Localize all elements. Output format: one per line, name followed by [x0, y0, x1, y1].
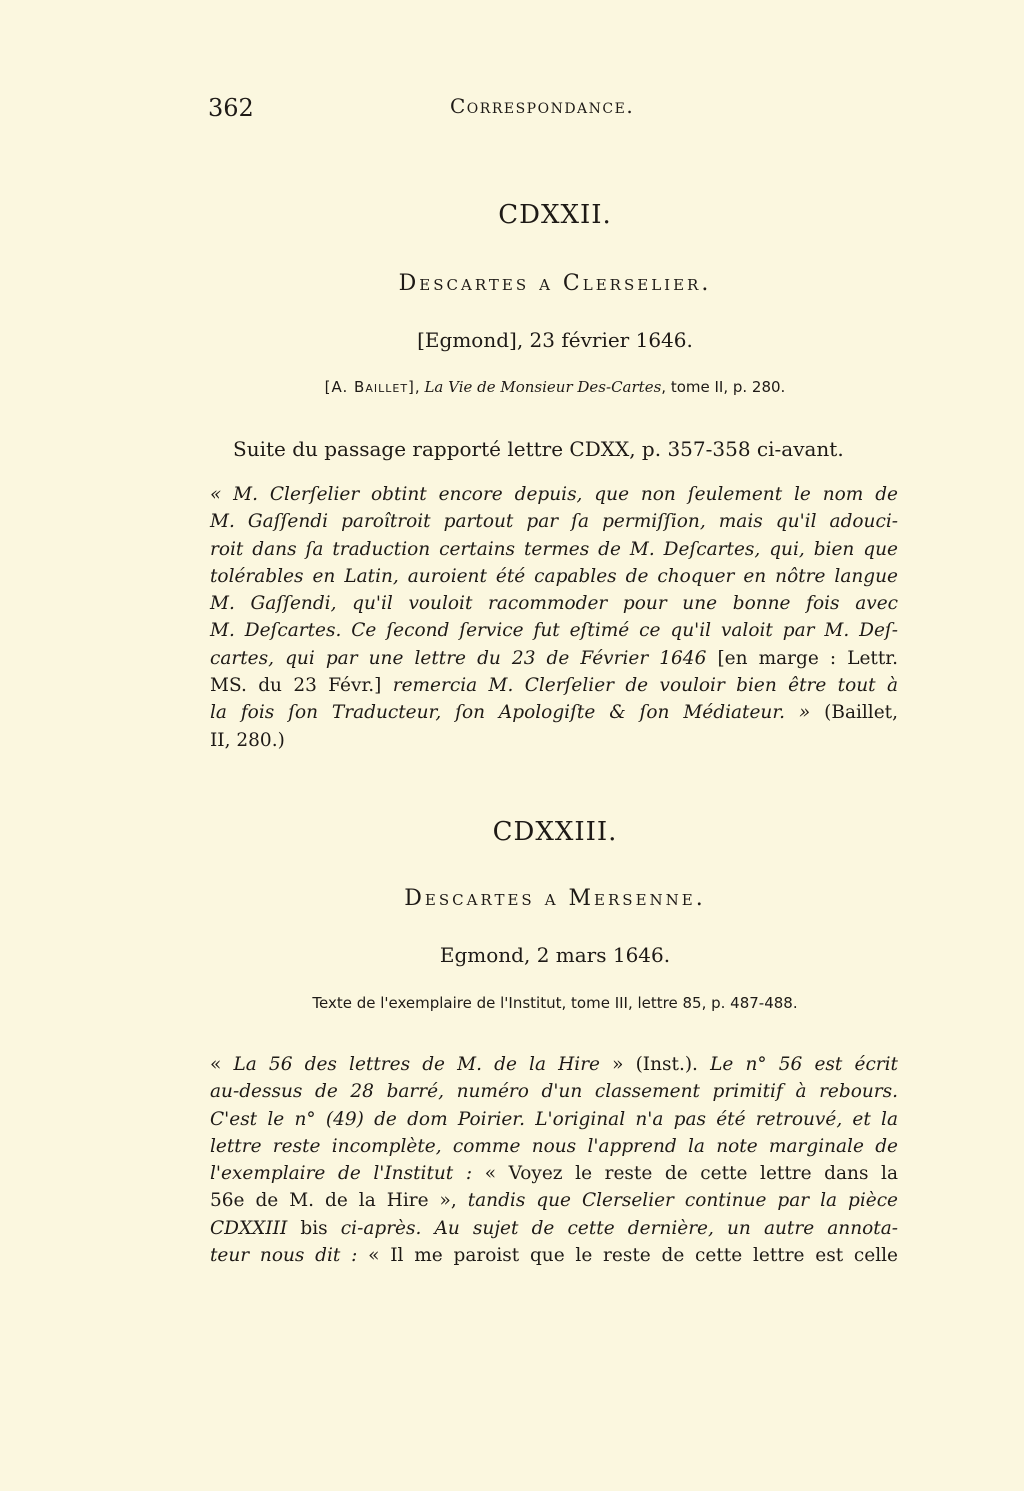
quoted-passage	[210, 481, 898, 754]
text-line: « La 56 des lettres de M. de la Hire » (Inst.). Le n° 56 est écrit	[210, 1054, 898, 1075]
text-line: M. Gaſſendi, qu'il vouloit racommoder pour une bonne fois avec	[210, 593, 898, 615]
text-line: MS. du 23 Févr.] remercia M. Clerſelier de vouloir bien être tout à	[210, 675, 898, 697]
letter-source	[0, 378, 1024, 396]
text-line: II, 280.)	[210, 729, 285, 751]
text-line: M. Gaſſendi paroîtroit partout par ſa permiſſion, mais qu'il adouci-	[210, 511, 898, 533]
text-line: lettre reste incomplète, comme nous l'apprend la note marginale de	[210, 1135, 898, 1157]
letter-title: Descartes a Mersenne.	[404, 886, 706, 911]
source-separator: ,	[414, 378, 425, 396]
text-line: la fois ſon Traducteur, ſon Apologiſte & ſon Médiateur. » (Baillet,	[210, 702, 898, 724]
letter-number: CDXXIII.	[492, 817, 618, 847]
text-line: « M. Clerſelier obtint encore depuis, que non ſeulement le nom de	[210, 484, 898, 505]
letter-date: [Egmond], 23 février 1646.	[417, 328, 693, 352]
text-line: 56e de M. de la Hire », tandis que Clerselier continue par la pièce	[210, 1190, 899, 1212]
text-line: tolérables en Latin, auroient été capables de choquer en nôtre langue	[210, 565, 898, 587]
letter-source: Texte de l'exemplaire de l'Institut, tome III, lettre 85, p. 487-488.	[312, 994, 798, 1012]
editorial-note	[210, 1051, 898, 1269]
letter-intro: Suite du passage rapporté lettre CDXX, p. 357-358 ci-avant.	[233, 437, 844, 461]
text-line: au-dessus de 28 barré, numéro d'un classement primitif à rebours.	[210, 1081, 898, 1103]
source-reference: , tome II, p. 280.	[661, 378, 786, 396]
text-line: roit dans ſa traduction certains termes de M. Deſcartes, qui, bien que	[210, 538, 898, 560]
text-line: C'est le n° (49) de dom Poirier. L'original n'a pas été retrouvé, et la	[210, 1108, 898, 1130]
running-head: Correspondance.	[450, 94, 635, 118]
source-work: La Vie de Monsieur Des-Cartes	[424, 378, 662, 396]
letter-title: Descartes a Clerselier.	[398, 271, 712, 296]
letter-date: Egmond, 2 mars 1646.	[439, 943, 671, 967]
page-header	[0, 94, 1024, 124]
source-author: [A. Baillet]	[324, 378, 415, 396]
text-line: CDXXIII bis ci-après. Au sujet de cette dernière, un autre annota-	[210, 1217, 898, 1239]
text-line: l'exemplaire de l'Institut : « Voyez le reste de cette lettre dans la	[210, 1163, 899, 1185]
page-number: 362	[208, 94, 254, 122]
text-line: teur nous dit : « Il me paroist que le reste de cette lettre est celle	[210, 1245, 898, 1267]
text-line: cartes, qui par une lettre du 23 de Février 1646 [en marge : Lettr.	[210, 647, 898, 669]
text-line: M. Deſcartes. Ce ſecond ſervice fut eſtimé ce qu'il valoit par M. Deſ-	[210, 620, 898, 642]
letter-number: CDXXII.	[498, 200, 612, 230]
